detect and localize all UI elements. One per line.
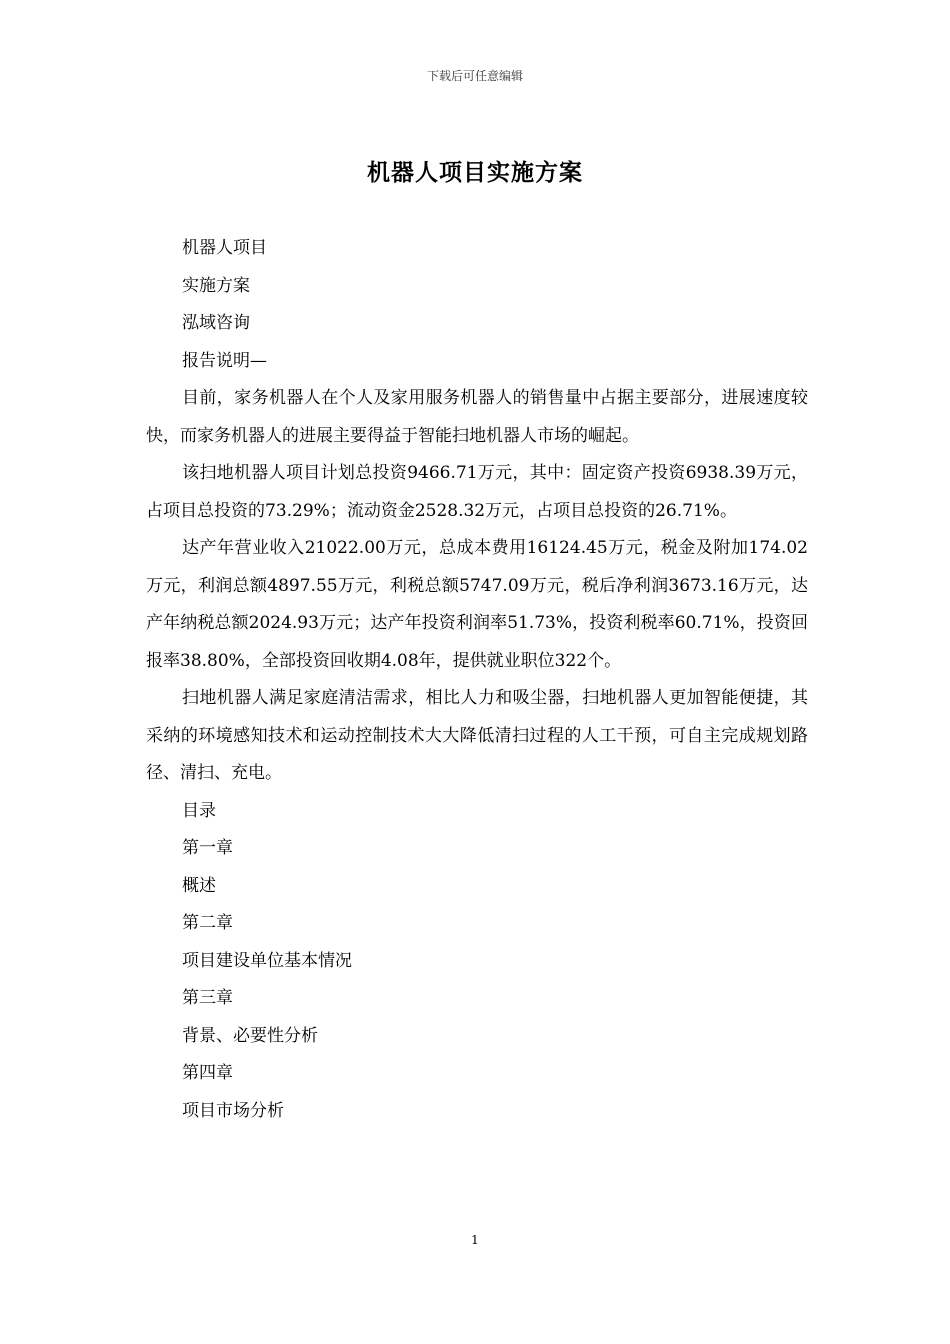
toc-chapter-3: 第三章	[182, 988, 233, 1008]
toc-chapter-1: 第一章	[182, 838, 233, 858]
toc-chapter-4: 第四章	[182, 1063, 233, 1083]
cover-line-consultant: 泓域咨询	[182, 313, 250, 333]
header-note: 下载后可任意编辑	[426, 69, 523, 83]
document-body	[146, 230, 808, 1130]
paragraph-financials: 达产年营业收入21022.00万元，总成本费用16124.45万元，税金及附加174.02万元，利润总额4897.55万元，利税总额5747.09万元，税后净利润3673.16万元，达产年纳税总额2024.93万元；达产年投资利润率51.73%，投资利税率60.71%，投资回报率38.80%，全部投资回收期4.08年，提供就业职位322个。	[146, 538, 808, 671]
document-title: 机器人项目实施方案	[367, 159, 583, 186]
toc-chapter-4-title: 项目市场分析	[182, 1100, 284, 1121]
cover-line-project: 机器人项目	[182, 238, 267, 258]
toc-chapter-1-title: 概述	[182, 875, 216, 896]
cover-line-report-note: 报告说明—	[182, 350, 267, 371]
toc-heading: 目录	[182, 800, 216, 821]
paragraph-investment: 该扫地机器人项目计划总投资9466.71万元，其中：固定资产投资6938.39万元，占项目总投资的73.29%；流动资金2528.32万元，占项目总投资的26.71%。	[146, 463, 808, 521]
cover-line-plan: 实施方案	[182, 275, 250, 296]
paragraph-product: 扫地机器人满足家庭清洁需求，相比人力和吸尘器，扫地机器人更加智能便捷，其采纳的环境感知技术和运动控制技术大大降低清扫过程的人工干预，可自主完成规划路径、清扫、充电。	[146, 688, 808, 783]
page-number: 1	[471, 1233, 479, 1247]
toc-chapter-2-title: 项目建设单位基本情况	[182, 950, 352, 971]
toc-chapter-3-title: 背景、必要性分析	[182, 1025, 318, 1046]
toc-chapter-2: 第二章	[182, 913, 233, 933]
paragraph-market: 目前，家务机器人在个人及家用服务机器人的销售量中占据主要部分，进展速度较快，而家务机器人的进展主要得益于智能扫地机器人市场的崛起。	[146, 388, 808, 446]
